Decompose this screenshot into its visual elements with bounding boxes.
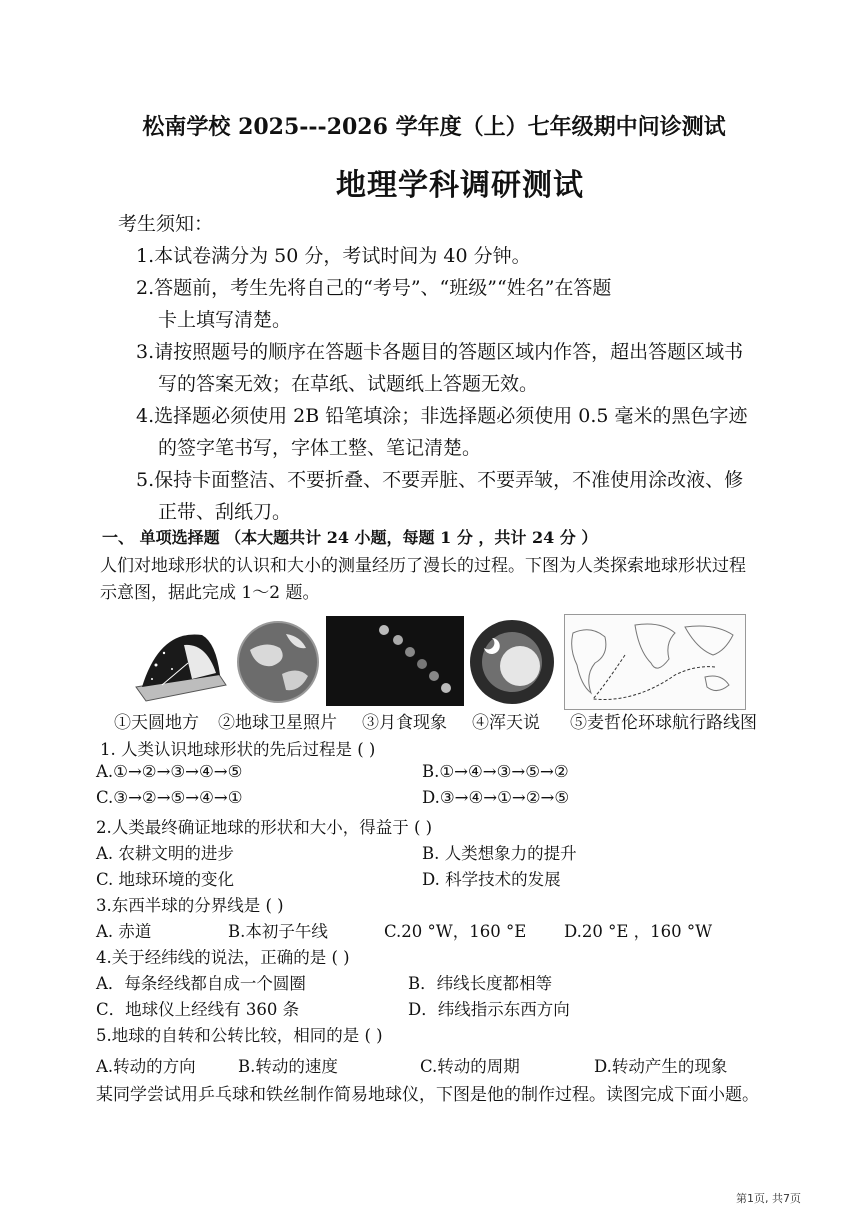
question-option: B. 人类想象力的提升 [422,844,577,863]
question-option: C．地球仪上经线有 360 条 [96,1000,300,1019]
notice-line: 3.请按照题号的顺序在答题卡各题目的答题区域内作答，超出答题区域书 [136,341,744,363]
question-option: B.转动的速度 [238,1057,338,1076]
figure-caption: ②地球卫星照片 [218,713,337,733]
question-stem: 1. 人类认识地球形状的先后过程是 ( ) [100,740,376,759]
question-stem: 4.关于经纬线的说法，正确的是 ( ) [96,948,350,967]
figure-caption: ③月食现象 [362,713,447,733]
notice-line: 写的答案无效；在草纸、试题纸上答题无效。 [158,373,539,395]
question-stem: 3.东西半球的分界线是 ( ) [96,896,284,915]
notice-heading: 考生须知： [118,213,214,235]
magellan-route-map-image [564,614,746,710]
intro-line: 人们对地球形状的认识和大小的测量经历了漫长的过程。下图为人类探索地球形状过程 [100,556,746,576]
question-option: A. 赤道 [96,922,152,941]
notice-line: 2.答题前，考生先将自己的“考号”、“班级”“姓名”在答题 [136,277,612,299]
question-option: D.20 °E ，160 °W [564,922,713,941]
intro-line: 示意图，据此完成 1～2 题。 [100,583,320,603]
question-option: A.①→②→③→④→⑤ [96,762,243,781]
question-stem: 5.地球的自转和公转比较，相同的是 ( ) [96,1026,383,1045]
section-heading: 一、 单项选择题 （本大题共计 24 小题，每题 1 分 ，共计 24 分 ） [102,528,598,547]
lunar-eclipse-image [326,616,464,706]
question-option: B.本初子午线 [228,922,328,941]
question-option: C.转动的周期 [420,1057,520,1076]
notice-line: 1.本试卷满分为 50 分，考试时间为 40 分钟。 [136,245,531,267]
subject-title: 地理学科调研测试 [336,168,584,203]
figure-caption: ⑤麦哲伦环球航行路线图 [570,713,757,733]
question-stem: 2.人类最终确证地球的形状和大小，得益于 ( ) [96,818,433,837]
notice-line: 卡上填写清楚。 [158,309,292,331]
school-title: 松南学校 2025---2026 学年度（上）七年级期中问诊测试 [142,114,726,140]
question-option: D. 科学技术的发展 [422,870,561,889]
question-option: A.转动的方向 [96,1057,196,1076]
question-option: D.转动产生的现象 [594,1057,728,1076]
question-option: D.③→④→①→②→⑤ [422,788,570,807]
question-option: D．纬线指示东西方向 [408,1000,570,1019]
heaven-round-earth-square-image [132,625,228,703]
question-option: C.20 °W，160 °E [384,922,527,941]
question-option: C. 地球环境的变化 [96,870,235,889]
notice-line: 5.保持卡面整洁、不要折叠、不要弄脏、不要弄皱，不准使用涂改液、修 [136,469,744,491]
hun-tian-theory-image [468,618,556,706]
notice-line: 正带、刮纸刀。 [158,501,292,523]
notice-line: 4.选择题必须使用 2B 铅笔填涂；非选择题必须使用 0.5 毫米的黑色字迹 [136,405,748,427]
earth-satellite-photo-image [236,620,320,704]
question-option: C.③→②→⑤→④→① [96,788,243,807]
figure-caption: ④浑天说 [472,713,540,733]
notice-line: 的签字笔书写，字体工整、笔记清楚。 [158,437,482,459]
question-option: A. 农耕文明的进步 [96,844,234,863]
question-option: B．纬线长度都相等 [408,974,553,993]
page-number: 第1页, 共7页 [736,1192,801,1205]
closing-passage: 某同学尝试用乒乓球和铁丝制作简易地球仪，下图是他的制作过程。读图完成下面小题。 [96,1085,759,1105]
question-option: A．每条经线都自成一个圆圈 [96,974,306,993]
question-option: B.①→④→③→⑤→② [422,762,569,781]
figure-caption: ①天圆地方 [114,713,199,733]
